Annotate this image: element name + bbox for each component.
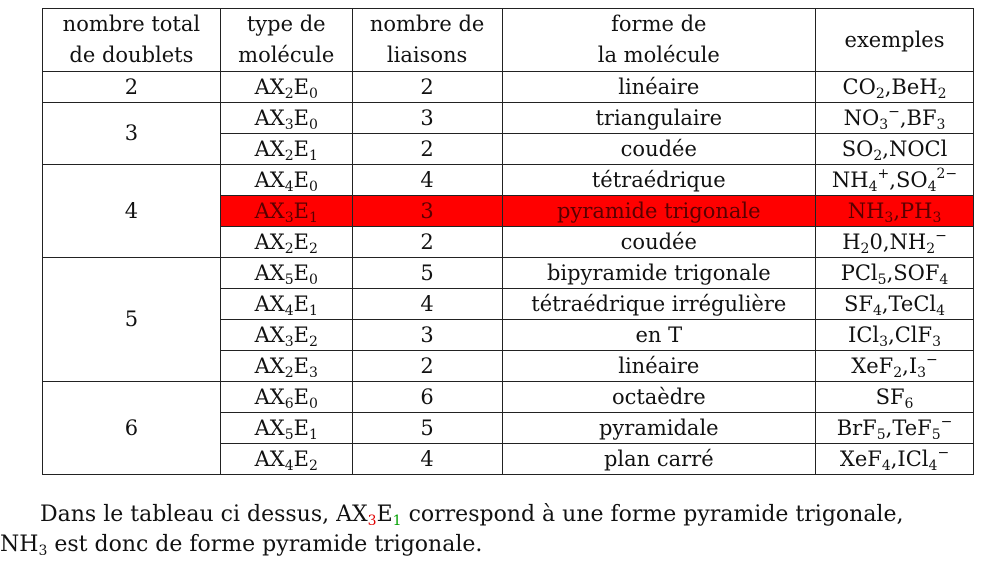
type-segment: 2 <box>308 457 318 474</box>
exemple-segment: 3 <box>932 209 942 226</box>
cell-exemples <box>816 258 974 289</box>
type-segment: AX <box>254 105 285 130</box>
exemple-segment: 2 <box>860 240 870 257</box>
cell-liaisons: 3 <box>352 320 502 351</box>
cell-forme: coudée <box>502 227 816 258</box>
type-segment: 5 <box>284 271 294 288</box>
cell-forme: bipyramide trigonale <box>502 258 816 289</box>
type-segment: AX <box>254 291 285 316</box>
table-row <box>43 103 974 134</box>
exemple-segment: − <box>888 103 900 120</box>
table-header <box>43 9 974 72</box>
type-segment: 0 <box>308 271 318 288</box>
cell-forme: octaèdre <box>502 382 816 413</box>
cell-liaisons: 4 <box>352 165 502 196</box>
exemple-segment: − <box>935 227 947 244</box>
cell-type <box>220 289 352 320</box>
exemple-segment: PCl <box>840 260 878 285</box>
type-segment: E <box>293 322 309 347</box>
cell-forme: linéaire <box>502 351 816 382</box>
exemple-segment: 4 <box>939 271 949 288</box>
cell-forme: linéaire <box>502 72 816 103</box>
cell-forme: pyramidale <box>502 413 816 444</box>
table-row <box>43 72 974 103</box>
exemple-segment: 4 <box>936 302 946 319</box>
cell-type <box>220 227 352 258</box>
type-segment: 3 <box>284 116 294 133</box>
exemple-segment: 5 <box>931 426 941 443</box>
cell-exemples <box>816 289 974 320</box>
header-type: type de molécule <box>220 9 352 72</box>
exemple-segment: 3 <box>879 333 889 350</box>
exemple-segment: 4 <box>881 457 891 474</box>
caption-segment: NH <box>0 532 39 557</box>
exemple-segment: 2 <box>875 85 885 102</box>
cell-exemples <box>816 134 974 165</box>
cell-liaisons: 4 <box>352 444 502 475</box>
cell-doublets: 5 <box>43 258 221 382</box>
type-segment: E <box>293 353 309 378</box>
type-segment: 2 <box>308 240 318 257</box>
exemple-segment: SF <box>875 384 905 409</box>
exemple-segment: 2 <box>926 240 936 257</box>
table-row <box>43 258 974 289</box>
exemple-segment: ,PH <box>893 198 933 223</box>
cell-exemples <box>816 320 974 351</box>
type-segment: E <box>293 229 309 254</box>
type-segment: 2 <box>284 147 294 164</box>
exemple-segment: ,TeCl <box>881 291 937 316</box>
caption-line-1 <box>0 500 985 530</box>
cell-type <box>220 72 352 103</box>
cell-exemples <box>816 382 974 413</box>
exemple-segment: XeF <box>851 353 894 378</box>
header-exemples: exemples <box>816 9 974 72</box>
exemple-segment: ,SOF <box>886 260 940 285</box>
type-segment: 1 <box>308 209 318 226</box>
type-segment: E <box>293 198 309 223</box>
type-segment: 2 <box>284 364 294 381</box>
cell-type <box>220 351 352 382</box>
caption-line-2 <box>0 530 985 560</box>
cell-liaisons: 2 <box>352 134 502 165</box>
type-segment: AX <box>254 198 285 223</box>
cell-forme: tétraédrique <box>502 165 816 196</box>
cell-forme: tétraédrique irrégulière <box>502 289 816 320</box>
exemple-segment: SO <box>841 136 874 161</box>
exemple-segment: ,ICl <box>890 446 929 471</box>
exemple-segment: NO <box>843 105 880 130</box>
cell-liaisons: 2 <box>352 351 502 382</box>
exemple-segment: SF <box>843 291 873 316</box>
exemple-segment: NH <box>847 198 885 223</box>
type-segment: 2 <box>284 240 294 257</box>
type-segment: 4 <box>284 457 294 474</box>
type-segment: E <box>293 105 309 130</box>
exemple-segment: − <box>940 413 953 430</box>
exemple-segment: ,NOCl <box>882 136 948 161</box>
exemple-segment: 3 <box>884 209 894 226</box>
cell-liaisons: 5 <box>352 258 502 289</box>
type-segment: AX <box>254 136 285 161</box>
cell-doublets: 4 <box>43 165 221 258</box>
type-segment: AX <box>254 384 285 409</box>
header-doublets: nombre total de doublets <box>43 9 221 72</box>
exemple-segment: ,TeF <box>885 415 932 440</box>
cell-type <box>220 165 352 196</box>
caption-segment: est donc de forme pyramide trigonale. <box>47 532 483 557</box>
table-row <box>43 382 974 413</box>
type-segment: E <box>293 446 309 471</box>
exemple-segment: 3 <box>917 364 927 381</box>
exemple-segment: 5 <box>877 271 887 288</box>
type-segment: E <box>293 291 309 316</box>
cell-type <box>220 134 352 165</box>
exemple-segment: 4 <box>927 178 937 195</box>
caption-segment: Dans le tableau ci dessus, AX <box>40 502 368 527</box>
exemple-segment: BrF <box>836 415 877 440</box>
cell-exemples <box>816 227 974 258</box>
vsepr-table <box>42 8 974 475</box>
exemple-segment: H <box>842 229 861 254</box>
caption-segment: 1 <box>392 513 402 529</box>
type-segment: 3 <box>284 209 294 226</box>
type-segment: 0 <box>308 178 318 195</box>
type-segment: 6 <box>284 395 294 412</box>
exemple-segment: 4 <box>928 457 938 474</box>
exemple-segment: 3 <box>936 116 946 133</box>
cell-type <box>220 196 352 227</box>
cell-forme: coudée <box>502 134 816 165</box>
cell-liaisons: 3 <box>352 196 502 227</box>
type-segment: AX <box>254 322 285 347</box>
type-segment: AX <box>254 353 285 378</box>
cell-liaisons: 3 <box>352 103 502 134</box>
exemple-segment: ,I <box>902 353 918 378</box>
cell-liaisons: 2 <box>352 72 502 103</box>
table-body <box>43 72 974 475</box>
type-segment: E <box>293 74 309 99</box>
caption-segment: 3 <box>367 513 377 529</box>
type-segment: 3 <box>284 333 294 350</box>
type-segment: E <box>293 167 309 192</box>
header-liaisons: nombre de liaisons <box>352 9 502 72</box>
caption-segment: correspond à une forme pyramide trigonale, <box>401 502 904 527</box>
exemple-segment: 2 <box>873 147 883 164</box>
cell-type <box>220 444 352 475</box>
type-segment: AX <box>254 260 285 285</box>
cell-exemples <box>816 444 974 475</box>
exemple-segment: 5 <box>876 426 886 443</box>
exemple-segment: NH <box>831 167 869 192</box>
caption <box>0 500 985 560</box>
type-segment: 0 <box>308 116 318 133</box>
table-row <box>43 165 974 196</box>
type-segment: AX <box>254 446 285 471</box>
cell-doublets: 6 <box>43 382 221 475</box>
exemple-segment: − <box>937 444 950 461</box>
type-segment: 4 <box>284 302 294 319</box>
type-segment: 3 <box>308 364 318 381</box>
type-segment: 1 <box>308 426 318 443</box>
cell-liaisons: 2 <box>352 227 502 258</box>
cell-liaisons: 5 <box>352 413 502 444</box>
type-segment: 2 <box>308 333 318 350</box>
cell-doublets: 3 <box>43 103 221 165</box>
cell-exemples <box>816 103 974 134</box>
exemple-segment: ,BF <box>899 105 937 130</box>
exemple-segment: ,BeH <box>884 74 938 99</box>
type-segment: 5 <box>284 426 294 443</box>
exemple-segment: − <box>926 351 938 368</box>
type-segment: AX <box>254 167 285 192</box>
cell-exemples <box>816 72 974 103</box>
type-segment: E <box>293 415 309 440</box>
exemple-segment: 2 <box>937 85 947 102</box>
cell-exemples <box>816 351 974 382</box>
exemple-segment: 2− <box>936 165 958 182</box>
type-segment: 4 <box>284 178 294 195</box>
type-segment: 1 <box>308 147 318 164</box>
exemple-segment: 6 <box>904 395 914 412</box>
type-segment: E <box>293 260 309 285</box>
type-segment: 1 <box>308 302 318 319</box>
exemple-segment: 3 <box>879 116 889 133</box>
cell-exemples <box>816 196 974 227</box>
type-segment: 2 <box>284 85 294 102</box>
type-segment: AX <box>254 229 285 254</box>
cell-type <box>220 320 352 351</box>
exemple-segment: 3 <box>932 333 942 350</box>
cell-forme: pyramide trigonale <box>502 196 816 227</box>
cell-type <box>220 258 352 289</box>
type-segment: 0 <box>308 395 318 412</box>
cell-type <box>220 382 352 413</box>
header-forme: forme de la molécule <box>502 9 816 72</box>
exemple-segment: CO <box>842 74 876 99</box>
cell-liaisons: 6 <box>352 382 502 413</box>
exemple-segment: 4 <box>872 302 882 319</box>
cell-type <box>220 103 352 134</box>
cell-forme: en T <box>502 320 816 351</box>
exemple-segment: XeF <box>839 446 882 471</box>
exemple-segment: ICl <box>848 322 880 347</box>
exemple-segment: 2 <box>893 364 903 381</box>
cell-exemples <box>816 165 974 196</box>
exemple-segment: 4 <box>868 178 878 195</box>
cell-doublets: 2 <box>43 72 221 103</box>
cell-forme: plan carré <box>502 444 816 475</box>
cell-forme: triangulaire <box>502 103 816 134</box>
caption-segment: 3 <box>38 543 48 559</box>
type-segment: E <box>293 384 309 409</box>
exemple-segment: + <box>877 165 890 182</box>
exemple-segment: 0,NH <box>869 229 927 254</box>
cell-exemples <box>816 413 974 444</box>
type-segment: 0 <box>308 85 318 102</box>
type-segment: AX <box>254 415 285 440</box>
cell-liaisons: 4 <box>352 289 502 320</box>
exemple-segment: ,ClF <box>888 322 933 347</box>
cell-type <box>220 413 352 444</box>
type-segment: E <box>293 136 309 161</box>
exemple-segment: ,SO <box>889 167 928 192</box>
caption-segment: E <box>376 502 393 527</box>
type-segment: AX <box>254 74 285 99</box>
